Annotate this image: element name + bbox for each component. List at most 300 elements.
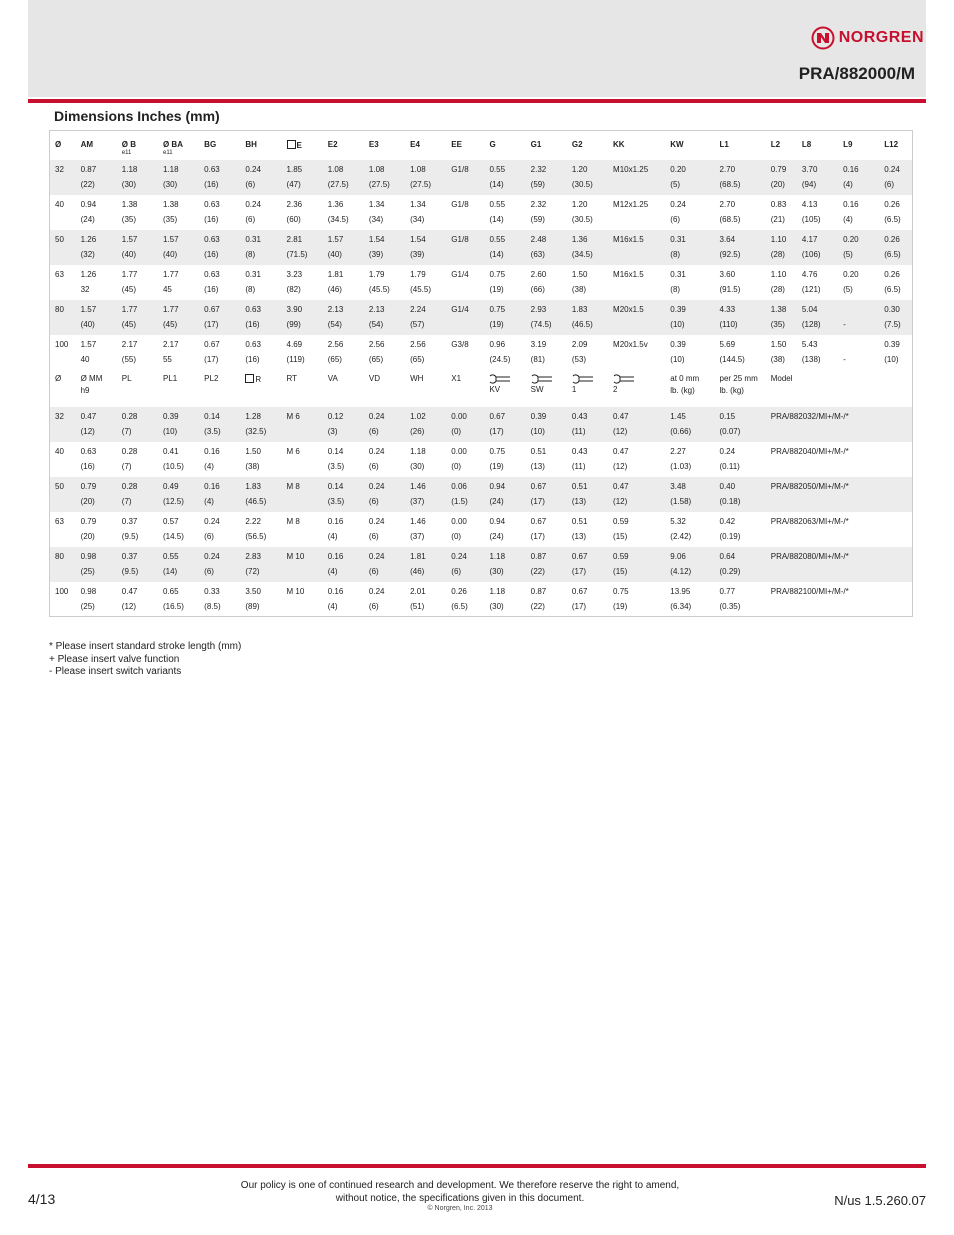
table-row bbox=[50, 512, 913, 530]
table-cell: (19) bbox=[489, 284, 504, 294]
table-cell: (47) bbox=[282, 178, 323, 195]
table-cell: 2.56 bbox=[327, 339, 344, 349]
table-cell: (54) bbox=[323, 318, 364, 335]
table-cell: (35) bbox=[121, 214, 137, 224]
table-row bbox=[50, 265, 913, 283]
table-cell: (53) bbox=[571, 354, 587, 364]
table-cell: (6) bbox=[199, 565, 240, 582]
table-cell: 5.32 bbox=[670, 516, 686, 526]
table-cell: (81) bbox=[530, 354, 545, 364]
table-cell: 0.47 bbox=[608, 407, 665, 425]
column-header bbox=[405, 131, 446, 160]
table-cell: (12) bbox=[608, 495, 665, 512]
table-cell: 0.00 bbox=[446, 407, 484, 425]
table-row bbox=[50, 442, 913, 460]
table-cell bbox=[608, 248, 665, 265]
table-cell: (19) bbox=[484, 318, 525, 335]
table-cell: PRA/882040/MI+/M-/* bbox=[770, 446, 849, 456]
table-cell: 1.57 bbox=[76, 300, 117, 318]
document-code: N/us 1.5.260.07 bbox=[834, 1193, 926, 1208]
table-cell: (144.5) bbox=[719, 354, 745, 364]
column-header-label: at 0 mm bbox=[670, 373, 700, 383]
table-cell: 0.37 bbox=[117, 547, 158, 565]
column-header bbox=[715, 370, 766, 407]
table-cell: 50 bbox=[50, 230, 76, 248]
table-cell: (6) bbox=[364, 495, 405, 512]
table-cell bbox=[766, 495, 913, 512]
table-cell: 1.46 bbox=[405, 477, 446, 495]
table-cell: (89) bbox=[245, 601, 260, 611]
table-cell: 1.77 bbox=[162, 269, 179, 279]
table-cell: 0.75 bbox=[489, 269, 506, 279]
column-header-sub: e11 bbox=[121, 150, 132, 156]
table-cell: 1.10 bbox=[766, 230, 797, 248]
table-cell: 63 bbox=[55, 516, 64, 526]
table-cell: 0.16 bbox=[838, 160, 879, 178]
table-cell: (66) bbox=[530, 284, 545, 294]
table-cell: (20) bbox=[76, 495, 117, 512]
table-cell: (16) bbox=[240, 318, 281, 335]
table-cell bbox=[766, 425, 913, 442]
table-cell: 0.94 bbox=[80, 199, 97, 209]
table-cell: M20x1.5 bbox=[608, 300, 665, 318]
table-cell: 0.20 bbox=[843, 269, 859, 279]
table-cell: 0.79 bbox=[80, 516, 97, 526]
table-cell bbox=[282, 460, 323, 477]
table-row bbox=[50, 495, 913, 512]
table-cell: 1.02 bbox=[405, 407, 446, 425]
table-cell bbox=[838, 300, 879, 318]
table-cell: (26) bbox=[405, 425, 446, 442]
table-cell: 3.64 bbox=[715, 230, 766, 248]
table-cell: 0.24 bbox=[719, 446, 736, 456]
table-cell: 1.34 bbox=[410, 199, 426, 209]
table-cell bbox=[446, 283, 484, 300]
policy-line: without notice, the specifications given in this document. bbox=[335, 1192, 585, 1204]
column-header bbox=[879, 131, 912, 160]
table-cell: 0.67 bbox=[199, 300, 240, 318]
table-row bbox=[50, 353, 913, 370]
table-cell bbox=[50, 600, 76, 617]
table-cell: (45.5) bbox=[410, 284, 432, 294]
column-header-label: G2 bbox=[571, 140, 583, 149]
table-cell: 0.87 bbox=[76, 160, 117, 178]
table-cell: (13) bbox=[567, 495, 608, 512]
table-cell: 2.01 bbox=[410, 586, 426, 596]
column-header bbox=[282, 370, 323, 407]
table-cell: 5.43 bbox=[801, 339, 818, 349]
table-cell: 40 bbox=[55, 199, 64, 209]
table-cell: (10) bbox=[884, 354, 899, 364]
table-cell: (4) bbox=[327, 531, 338, 541]
column-header-label: E bbox=[296, 141, 302, 150]
table-cell: (10) bbox=[670, 354, 685, 364]
table-cell: 1.08 bbox=[364, 160, 405, 178]
table-cell: (6.5) bbox=[884, 284, 901, 294]
table-cell bbox=[608, 283, 665, 300]
table-cell: (2.42) bbox=[670, 531, 692, 541]
table-cell: 2.32 bbox=[526, 160, 567, 178]
table-row bbox=[50, 530, 913, 547]
table-cell: - bbox=[843, 354, 846, 364]
table-cell: (56.5) bbox=[245, 531, 267, 541]
table-cell: 0.40 bbox=[715, 477, 766, 495]
table-cell: 0.67 bbox=[567, 547, 608, 565]
column-header bbox=[76, 370, 117, 407]
table-cell: (38) bbox=[571, 284, 587, 294]
table-row bbox=[50, 248, 913, 265]
table-row bbox=[50, 565, 913, 582]
table-cell: (59) bbox=[526, 178, 567, 195]
table-cell: (65) bbox=[327, 354, 342, 364]
table-cell: 3.70 bbox=[797, 160, 838, 178]
table-cell: 1.46 bbox=[410, 516, 426, 526]
table-cell: G1/8 bbox=[446, 160, 484, 178]
table-cell: (6) bbox=[245, 214, 256, 224]
column-header bbox=[608, 131, 665, 160]
table-cell: 1.38 bbox=[766, 300, 797, 318]
table-cell bbox=[282, 495, 323, 512]
table-cell: 55 bbox=[162, 354, 172, 364]
table-cell bbox=[766, 460, 913, 477]
table-cell: 0.24 bbox=[446, 547, 484, 565]
column-header bbox=[446, 370, 484, 407]
table-cell: (17) bbox=[484, 425, 525, 442]
table-cell: 32 bbox=[50, 407, 76, 425]
table-cell: (17) bbox=[571, 601, 587, 611]
table-cell: (63) bbox=[526, 248, 567, 265]
table-cell: (16) bbox=[245, 354, 260, 364]
column-header-label: KV bbox=[489, 384, 501, 394]
table-cell: (65) bbox=[368, 354, 384, 364]
table-cell: 0.39 bbox=[158, 407, 199, 425]
column-header-label: Ø BA bbox=[162, 140, 183, 149]
table-cell: 80 bbox=[50, 300, 76, 318]
column-header bbox=[665, 131, 714, 160]
table-cell: (10) bbox=[158, 425, 199, 442]
table-cell: (12) bbox=[613, 461, 628, 471]
header-rule bbox=[28, 99, 926, 103]
table-cell: (40) bbox=[76, 318, 117, 335]
norgren-logo bbox=[811, 26, 924, 50]
table-cell: 0.67 bbox=[530, 516, 547, 526]
table-cell: 0.79 bbox=[766, 160, 797, 178]
table-cell: M 10 bbox=[282, 547, 323, 565]
table-cell: (40) bbox=[158, 248, 199, 265]
table-row bbox=[50, 407, 913, 425]
table-cell: 0.63 bbox=[80, 446, 97, 456]
table-cell: (9.5) bbox=[121, 531, 139, 541]
table-cell: PRA/882100/MI+/M-/* bbox=[770, 586, 849, 596]
table-cell: 1.77 bbox=[158, 300, 199, 318]
table-cell: 0.43 bbox=[567, 407, 608, 425]
table-cell: PRA/882050/MI+/M-/* bbox=[766, 477, 913, 495]
column-header bbox=[484, 131, 525, 160]
table-cell: (40) bbox=[323, 248, 364, 265]
column-header bbox=[766, 370, 913, 407]
column-header-label: L9 bbox=[843, 140, 853, 149]
table-cell: (17) bbox=[199, 318, 240, 335]
column-header bbox=[240, 370, 281, 407]
table-cell: 1.57 bbox=[80, 339, 97, 349]
table-cell: (34) bbox=[410, 214, 425, 224]
table-cell: 0.67 bbox=[526, 477, 567, 495]
table-cell: (65) bbox=[410, 354, 425, 364]
table-cell: (45) bbox=[117, 318, 158, 335]
dimensions-table bbox=[49, 130, 913, 617]
table-cell: (0.66) bbox=[665, 425, 714, 442]
table-cell: 1.10 bbox=[770, 269, 787, 279]
table-cell: (0) bbox=[446, 425, 484, 442]
table-cell: M12x1.25 bbox=[613, 199, 649, 209]
table-cell: (110) bbox=[715, 318, 766, 335]
table-cell: (39) bbox=[364, 248, 405, 265]
table-cell: - bbox=[838, 318, 879, 335]
table-cell: 1.20 bbox=[571, 199, 588, 209]
table-cell: 1.45 bbox=[665, 407, 714, 425]
table-cell bbox=[50, 565, 76, 582]
table-row bbox=[50, 318, 913, 335]
table-cell: M16x1.5 bbox=[613, 269, 644, 279]
table-cell: 2.13 bbox=[323, 300, 364, 318]
table-cell: 1.20 bbox=[567, 160, 608, 178]
column-header-label: SW bbox=[530, 384, 544, 394]
table-cell: 0.14 bbox=[327, 446, 344, 456]
table-cell: 0.43 bbox=[571, 446, 588, 456]
square-symbol-icon bbox=[245, 374, 254, 383]
table-cell: 1.81 bbox=[327, 269, 344, 279]
column-header-label: VA bbox=[327, 373, 338, 383]
table-row bbox=[50, 477, 913, 495]
table-cell: 0.67 bbox=[484, 407, 525, 425]
table-cell: 1.50 bbox=[770, 339, 787, 349]
table-cell: 0.00 bbox=[451, 516, 467, 526]
column-header bbox=[282, 131, 323, 160]
table-cell bbox=[50, 318, 76, 335]
table-cell: 0.47 bbox=[608, 477, 665, 495]
table-cell: 0.16 bbox=[327, 586, 344, 596]
table-cell: 2.17 bbox=[162, 339, 179, 349]
table-cell: 0.24 bbox=[364, 477, 405, 495]
table-cell: (8) bbox=[665, 248, 714, 265]
table-cell: (32.5) bbox=[240, 425, 281, 442]
column-header-label: VD bbox=[368, 373, 381, 383]
table-cell: (24) bbox=[489, 531, 504, 541]
table-cell bbox=[446, 318, 484, 335]
table-cell: (74.5) bbox=[526, 318, 567, 335]
table-cell: (16) bbox=[199, 248, 240, 265]
table-cell: PRA/882032/MI+/M-/* bbox=[766, 407, 913, 425]
table-cell: (27.5) bbox=[364, 178, 405, 195]
table-cell: 2.36 bbox=[286, 199, 303, 209]
column-header bbox=[323, 370, 364, 407]
table-cell: (25) bbox=[76, 565, 117, 582]
table-cell: G1/8 bbox=[451, 199, 469, 209]
column-header-label: Ø B bbox=[121, 140, 137, 149]
table-cell: 0.51 bbox=[567, 477, 608, 495]
table-cell: 13.95 bbox=[670, 586, 691, 596]
table-cell: 0.20 bbox=[838, 230, 879, 248]
column-header-label: KK bbox=[613, 140, 625, 149]
table-cell bbox=[50, 530, 76, 547]
column-header-sub: e11 bbox=[162, 150, 173, 156]
table-cell: (46.5) bbox=[240, 495, 281, 512]
table-cell: (24.5) bbox=[489, 354, 511, 364]
table-cell: (28) bbox=[770, 284, 785, 294]
table-cell: (10) bbox=[526, 425, 567, 442]
wrench-icon bbox=[613, 374, 635, 384]
table-cell: 0.28 bbox=[117, 477, 158, 495]
table-cell: 1.36 bbox=[327, 199, 344, 209]
table-cell: (12) bbox=[608, 425, 665, 442]
table-cell: 2.70 bbox=[715, 160, 766, 178]
table-cell bbox=[50, 213, 76, 230]
column-header-label: L12 bbox=[884, 140, 899, 149]
table-row bbox=[50, 335, 913, 353]
table-cell: 1.28 bbox=[240, 407, 281, 425]
table-cell bbox=[838, 335, 879, 353]
table-cell: 1.50 bbox=[245, 446, 261, 456]
table-cell: (30) bbox=[158, 178, 199, 195]
table-cell: 0.75 bbox=[489, 446, 506, 456]
table-cell: (32) bbox=[76, 248, 117, 265]
table-cell: (7) bbox=[117, 495, 158, 512]
table-cell: 0.30 bbox=[879, 300, 912, 318]
table-cell: (20) bbox=[80, 531, 95, 541]
table-cell: (22) bbox=[526, 565, 567, 582]
column-header bbox=[567, 370, 608, 407]
table-cell: 0.31 bbox=[670, 269, 686, 279]
table-cell: (6) bbox=[879, 178, 912, 195]
column-header-label: BH bbox=[245, 140, 257, 149]
table-cell: 2.81 bbox=[282, 230, 323, 248]
column-header bbox=[199, 370, 240, 407]
page-number: 4/13 bbox=[28, 1191, 56, 1207]
table-cell: 0.24 bbox=[364, 407, 405, 425]
table-cell: (12.5) bbox=[158, 495, 199, 512]
table-cell: (14.5) bbox=[162, 531, 184, 541]
table-cell: (34.5) bbox=[327, 214, 349, 224]
table-cell: 0.28 bbox=[121, 446, 138, 456]
table-row bbox=[50, 213, 913, 230]
column-header bbox=[50, 131, 76, 160]
table-cell: 1.50 bbox=[571, 269, 588, 279]
table-cell: (30) bbox=[489, 601, 504, 611]
table-cell: 0.26 bbox=[451, 586, 467, 596]
table-cell: 0.31 bbox=[240, 230, 281, 248]
table-cell: (45.5) bbox=[368, 284, 390, 294]
table-row bbox=[50, 230, 913, 248]
table-cell: (82) bbox=[286, 284, 301, 294]
table-cell: 3.48 bbox=[665, 477, 714, 495]
table-cell: (17) bbox=[204, 354, 219, 364]
table-cell: 0.55 bbox=[484, 230, 525, 248]
table-cell: (35) bbox=[766, 318, 797, 335]
table-cell: (51) bbox=[410, 601, 425, 611]
footnote: + Please insert valve function bbox=[49, 653, 180, 665]
table-cell: (16) bbox=[80, 461, 95, 471]
table-cell: (106) bbox=[797, 248, 838, 265]
column-header-label: L8 bbox=[801, 140, 812, 149]
table-cell bbox=[608, 353, 665, 370]
footer-rule bbox=[28, 1164, 926, 1168]
table-cell: 0.47 bbox=[76, 407, 117, 425]
wrench-icon bbox=[531, 374, 553, 384]
table-cell: 0.41 bbox=[162, 446, 179, 456]
table-cell: 2.27 bbox=[670, 446, 686, 456]
table-cell: 0.26 bbox=[884, 269, 900, 279]
table-cell: 0.96 bbox=[489, 339, 506, 349]
table-cell: M16x1.5 bbox=[608, 230, 665, 248]
column-header bbox=[567, 131, 608, 160]
table-cell: 0.77 bbox=[719, 586, 736, 596]
table-cell: (4) bbox=[199, 495, 240, 512]
table-cell: 0.24 bbox=[199, 547, 240, 565]
column-header-label: L2 bbox=[770, 140, 781, 149]
table-cell: 0.24 bbox=[364, 547, 405, 565]
table-cell: (22) bbox=[530, 601, 545, 611]
table-cell: 0.26 bbox=[884, 199, 900, 209]
table-cell: (30.5) bbox=[571, 214, 593, 224]
table-cell: 0.47 bbox=[121, 586, 138, 596]
table-cell: 1.08 bbox=[405, 160, 446, 178]
column-header-label: G1 bbox=[530, 140, 542, 149]
table-cell: (30) bbox=[484, 565, 525, 582]
table-cell bbox=[50, 460, 76, 477]
table-cell: 0.49 bbox=[158, 477, 199, 495]
table-cell: 0.16 bbox=[204, 446, 220, 456]
table-cell: (8) bbox=[245, 284, 256, 294]
table-cell: 2.17 bbox=[121, 339, 138, 349]
table-cell: 0.39 bbox=[665, 300, 714, 318]
table-cell: (45) bbox=[121, 284, 137, 294]
table-cell: 3.23 bbox=[286, 269, 303, 279]
table-cell: (11) bbox=[567, 425, 608, 442]
table-cell: (138) bbox=[801, 354, 821, 364]
table-cell: (6) bbox=[368, 601, 379, 611]
column-header bbox=[446, 131, 484, 160]
table-cell: 0.14 bbox=[323, 477, 364, 495]
table-cell: 0.98 bbox=[80, 586, 97, 596]
table-cell: 3.90 bbox=[282, 300, 323, 318]
table-cell bbox=[446, 213, 484, 230]
table-cell: (119) bbox=[286, 354, 305, 364]
table-cell: 100 bbox=[55, 339, 69, 349]
table-cell: (4) bbox=[327, 601, 338, 611]
table-cell: (40) bbox=[117, 248, 158, 265]
column-header-label: G bbox=[489, 140, 496, 149]
column-header bbox=[117, 370, 158, 407]
table-row bbox=[50, 178, 913, 195]
column-header-label: Ø bbox=[55, 373, 62, 383]
table-cell: 0.47 bbox=[613, 446, 629, 456]
table-cell: (37) bbox=[405, 495, 446, 512]
table-cell bbox=[446, 178, 484, 195]
table-cell bbox=[50, 283, 76, 300]
column-header bbox=[608, 370, 665, 407]
table-cell: (6) bbox=[446, 565, 484, 582]
table-cell: (7.5) bbox=[879, 318, 912, 335]
table-cell: (21) bbox=[770, 214, 785, 224]
table-cell: 0.63 bbox=[204, 269, 220, 279]
table-cell bbox=[446, 248, 484, 265]
table-cell: 1.81 bbox=[405, 547, 446, 565]
table-cell: 1.57 bbox=[158, 230, 199, 248]
table-cell: M 8 bbox=[286, 516, 300, 526]
table-cell: (37) bbox=[410, 531, 425, 541]
table-row bbox=[50, 160, 913, 178]
table-cell: (34) bbox=[368, 214, 384, 224]
